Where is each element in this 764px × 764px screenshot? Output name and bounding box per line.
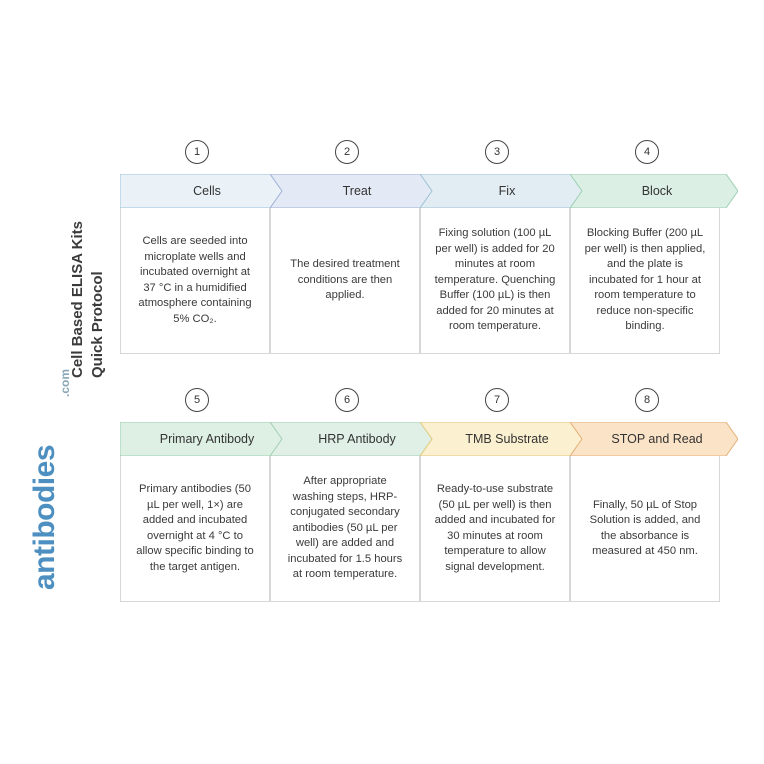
step-cards-row-2: [120, 456, 744, 602]
chevron-step-3: [420, 174, 588, 208]
step-chevrons-row-2: [120, 422, 744, 456]
step-number-5: 5: [185, 388, 209, 412]
step-card-7: [420, 456, 570, 602]
step-chevrons-row-1: [120, 174, 744, 208]
logo-wordmark: antibodies: [28, 444, 61, 590]
step-text-6: After appropriate washing steps, HRP-conjugated secondary antibodies (50 µL per well) are added and incubated for 1.5 hours at room temperature.: [287, 475, 403, 581]
step-number-8: 8: [635, 388, 659, 412]
step-number-7: 7: [485, 388, 509, 412]
protocol-title: [68, 221, 108, 378]
step-text-7: Ready-to-use substrate (50 µL per well) is then added and incubated for 30 minutes at room temperature to allow signal development.: [434, 483, 556, 573]
chevron-label-3: Fix: [498, 184, 516, 198]
step-text-2: The desired treatment conditions are then applied.: [290, 258, 400, 302]
step-number-1: 1: [185, 140, 209, 164]
chevron-label-7: TMB Substrate: [465, 432, 549, 446]
chevron-step-6: [270, 422, 438, 456]
step-number-3: 3: [485, 140, 509, 164]
chevron-label-2: Treat: [342, 184, 372, 198]
step-text-3: Fixing solution (100 µL per well) is added for 20 minutes at room temperature. Quenching Buffer (100 µL) is then added for 20 minutes at room temperature.: [434, 227, 556, 333]
step-card-6: [270, 456, 420, 602]
step-text-5: Primary antibodies (50 µL per well, 1×) are added and incubated overnight at 4 °C to allow specific binding to the target antigen.: [136, 483, 254, 573]
chevron-step-1: [120, 174, 288, 208]
step-card-1: [120, 208, 270, 354]
step-numbers-row-2: [120, 388, 744, 416]
branding-sidebar: [0, 0, 120, 764]
step-card-3: [420, 208, 570, 354]
step-text-4: Blocking Buffer (200 µL per well) is then applied, and the plate is incubated for 1 hour at room temperature to reduce non-specific binding.: [584, 227, 706, 333]
step-card-2: [270, 208, 420, 354]
process-row-1: [120, 140, 744, 354]
protocol-title-line1: Cell Based ELISA Kits: [69, 221, 86, 378]
chevron-label-5: Primary Antibody: [159, 432, 255, 446]
step-number-4: 4: [635, 140, 659, 164]
chevron-label-6: HRP Antibody: [318, 432, 396, 446]
step-number-2: 2: [335, 140, 359, 164]
step-text-8: Finally, 50 µL of Stop Solution is added, and the absorbance is measured at 450 nm.: [589, 498, 701, 557]
step-card-4: [570, 208, 720, 354]
chevron-label-4: Block: [641, 184, 673, 198]
chevron-step-5: [120, 422, 288, 456]
chevron-step-2: [270, 174, 438, 208]
chevron-label-1: Cells: [193, 184, 221, 198]
protocol-title-line2: Quick Protocol: [89, 271, 106, 378]
chevron-label-8: STOP and Read: [611, 432, 703, 446]
step-number-6: 6: [335, 388, 359, 412]
chevron-step-7: [420, 422, 588, 456]
process-row-2: [120, 388, 744, 602]
step-card-8: [570, 456, 720, 602]
chevron-step-8: [570, 422, 738, 456]
step-card-5: [120, 456, 270, 602]
step-text-1: Cells are seeded into microplate wells and incubated overnight at 37 °C in a humidified atmosphere containing 5% CO₂.: [138, 235, 252, 325]
chevron-step-4: [570, 174, 738, 208]
step-cards-row-1: [120, 208, 744, 354]
step-numbers-row-1: [120, 140, 744, 168]
logo-dotcom: .com: [58, 368, 72, 397]
